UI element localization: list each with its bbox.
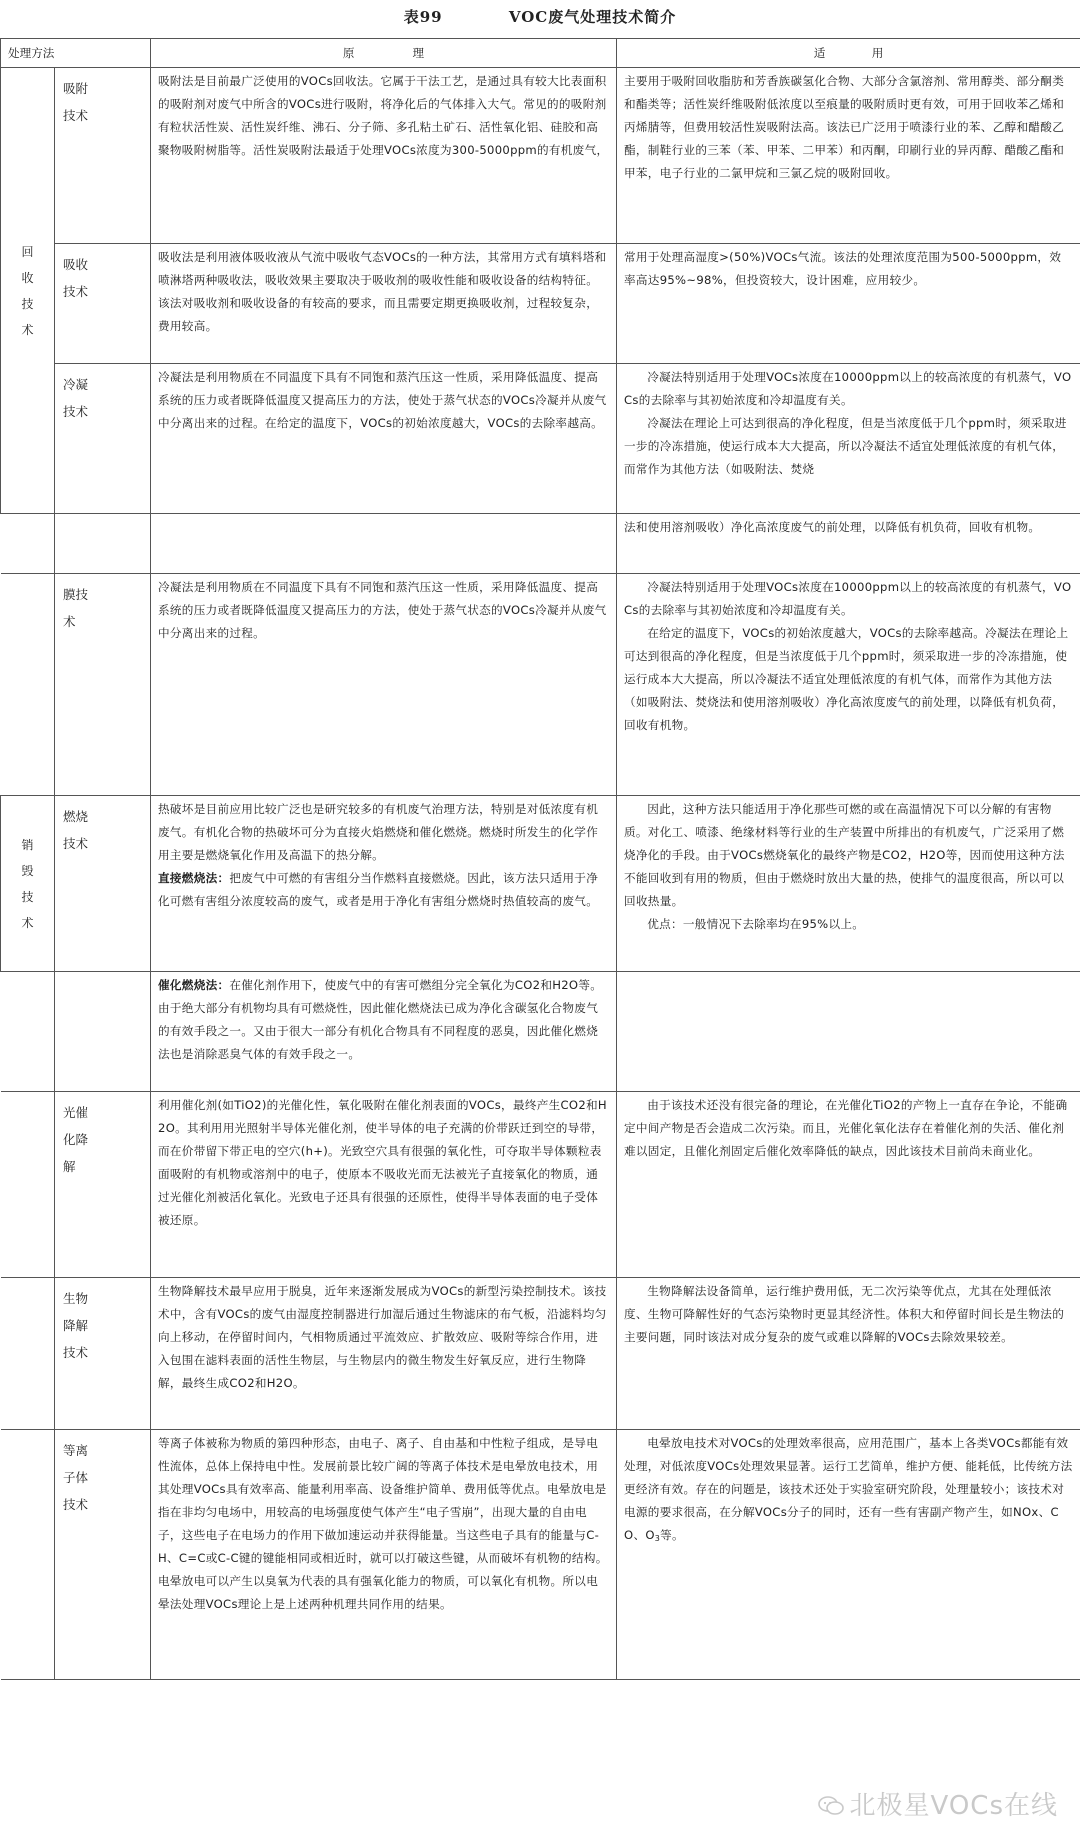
tech-absorption: 吸收技术	[55, 244, 151, 364]
table-row	[1, 244, 1080, 364]
table-row	[1, 796, 1080, 972]
table-row	[1, 1092, 1080, 1278]
table-title-text: VOC废气处理技术简介	[508, 8, 677, 26]
principle-membrane: 冷凝法是利用物质在不同温度下具有不同饱和蒸汽压这一性质，采用降低温度、提高系统的压力或者既降低温度又提高压力的方法，使处于蒸气状态的VOCs冷凝并从废气中分离出来的过程。	[151, 574, 617, 796]
header-method: 处理方法	[1, 39, 151, 68]
principle-absorption: 吸收法是利用液体吸收液从气流中吸收气态VOCs的一种方法，其常用方式有填料塔和喷淋塔两种吸收法，吸收效果主要取决于吸收剂的吸收性能和吸收设备的结构特征。该法对吸收剂和吸收设备的有较高的要求，而且需要定期更换吸收剂，过程较复杂，费用较高。	[151, 244, 617, 364]
application-membrane: 冷凝法特别适用于处理VOCs浓度在10000ppm以上的较高浓度的有机蒸气，VOCs的去除率与其初始浓度和冷却温度有关。 在给定的温度下，VOCs的初始浓度越大，VOCs的去除率越高。冷凝法在理论上可达到很高的净化程度，但是当浓度低于几个ppm时，须采取进一步的冷冻措施，使运行成本大大提高，所以冷凝法不适宜处理低浓度的有机气体，而常作为其他方法（如吸附法、焚烧法和使用溶剂吸收）净化高浓度废气的前处理，以降低有机负荷，回收有机物。	[617, 574, 1080, 796]
application-photocatalysis: 由于该技术还没有很完备的理论，在光催化TiO2的产物上一直存在争论，不能确定中间产物是否会造成二次污染。而且，光催化氧化法存在着催化剂的失活、催化剂难以固定，且催化剂固定后催化效率降低的缺点，因此该技术目前尚未商业化。	[617, 1092, 1080, 1278]
watermark-text: 北极星VOCs在线	[849, 1791, 1058, 1821]
table-row	[1, 514, 1080, 574]
application-plasma: 电晕放电技术对VOCs的处理效率很高，应用范围广，基本上各类VOCs都能有效处理，对低浓度VOCs处理效果显著。运行工艺简单，维护方便、能耗低，比传统方法更经济有效。存在的问题是，该技术还处于实验室研究阶段，处理量较小；该技术对电源的要求很高，在分解VOCs分子的同时，还有一些有害副产物产生，如NOx、CO、$O_3$等。	[617, 1430, 1080, 1680]
tech-condensation: 冷凝技术	[55, 364, 151, 514]
table-number: 表99	[403, 8, 443, 26]
category-recovery: 回收技术	[1, 68, 55, 514]
direct-combustion-label: 直接燃烧法：	[158, 871, 230, 885]
application-biodegradation: 生物降解法设备简单，运行维护费用低，无二次污染等优点，尤其在处理低浓度、生物可降解性好的气态污染物时更显其经济性。体积大和停留时间长是生物法的主要问题，同时该法对成分复杂的废气或难以降解的VOCs去除效果较差。	[617, 1278, 1080, 1430]
voc-treatment-table	[0, 38, 1080, 1680]
principle-photocatalysis: 利用催化剂(如TiO2)的光催化性，氧化吸附在催化剂表面的VOCs，最终产生CO2和H2O。其利用用光照射半导体光催化剂，使半导体的电子充满的价带跃迁到空的导带，而在价带留下带正电的空穴(h+)。光致空穴具有很强的氧化性，可夺取半导体颗粒表面吸附的有机物或溶剂中的电子，使原本不吸收光而无法被光子直接氧化的物质，通过光催化剂被活化氧化。光致电子还具有很强的还原性，使得半导体表面的电子受体被还原。	[151, 1092, 617, 1278]
table-row	[1, 1278, 1080, 1430]
tech-combustion: 燃烧技术	[55, 796, 151, 972]
table-row	[1, 574, 1080, 796]
table-row	[1, 364, 1080, 514]
tech-photocatalysis: 光催化降解	[55, 1092, 151, 1278]
application-combustion: 因此，这种方法只能适用于净化那些可燃的或在高温情况下可以分解的有害物质。对化工、喷漆、绝缘材料等行业的生产装置中所排出的有机废气，广泛采用了燃烧净化的手段。由于VOCs燃烧氧化的最终产物是CO2，H2O等，因而使用这种方法不能回收到有用的物质，但由于燃烧时放出大量的热，使排气的温度很高，所以可以回收热量。 优点：一般情况下去除率均在95%以上。	[617, 796, 1080, 972]
principle-condensation: 冷凝法是利用物质在不同温度下具有不同饱和蒸汽压这一性质，采用降低温度、提高系统的压力或者既降低温度又提高压力的方法，使处于蒸气状态的VOCs冷凝并从废气中分离出来的过程。在给定的温度下，VOCs的初始浓度越大，VOCs的去除率越高。	[151, 364, 617, 514]
principle-combustion: 热破坏是目前应用比较广泛也是研究较多的有机废气治理方法，特别是对低浓度有机废气。有机化合物的热破坏可分为直接火焰燃烧和催化燃烧。燃烧时所发生的化学作用主要是燃烧氧化作用及高温下的热分解。 直接燃烧法：把废气中可燃的有害组分当作燃料直接燃烧。因此，该方法只适用于净化可燃有害组分浓度较高的废气，或者是用于净化有害组分燃烧时热值较高的废气。	[151, 796, 617, 972]
tech-membrane: 膜技术	[55, 574, 151, 796]
header-principle: 原 理	[151, 39, 617, 68]
table-row	[1, 1430, 1080, 1680]
principle-plasma: 等离子体被称为物质的第四种形态，由电子、离子、自由基和中性粒子组成，是导电性流体，总体上保持电中性。发展前景比较广阔的等离子体技术是电晕放电技术，用其处理VOCs具有效率高、能量利用率高、设备维护简单、费用低等优点。电晕放电是指在非均匀电场中，用较高的电场强度使气体产生“电子雪崩”，出现大量的自由电子，这些电子在电场力的作用下做加速运动并获得能量。当这些电子具有的能量与C-H、C=C或C-C键的键能相同或相近时，就可以打破这些键，从而破坏有机物的结构。电晕放电可以产生以臭氧为代表的具有强氧化能力的物质，可以氧化有机物。所以电晕法处理VOCs理论上是上述两种机理共同作用的结果。	[151, 1430, 617, 1680]
application-adsorption: 主要用于吸附回收脂肪和芳香族碳氢化合物、大部分含氯溶剂、常用醇类、部分酮类和酯类等；活性炭纤维吸附低浓度以至痕量的吸附质时更有效，可用于回收苯乙烯和丙烯腈等，但费用较活性炭吸附法高。该法已广泛用于喷漆行业的苯、乙醇和醋酸乙酯，制鞋行业的三苯（苯、甲苯、二甲苯）和丙酮，印刷行业的异丙醇、醋酸乙酯和甲苯，电子行业的二氯甲烷和三氯乙烷的吸附回收。	[617, 68, 1080, 244]
watermark	[818, 1785, 1059, 1822]
application-condensation: 冷凝法特别适用于处理VOCs浓度在10000ppm以上的较高浓度的有机蒸气，VOCs的去除率与其初始浓度和冷却温度有关。 冷凝法在理论上可达到很高的净化程度，但是当浓度低于几个ppm时，须采取进一步的冷冻措施，使运行成本大大提高，所以冷凝法不适宜处理低浓度的有机气体，而常作为其他方法（如吸附法、焚烧	[617, 364, 1080, 514]
category-destruction: 销毁技术	[1, 796, 55, 972]
principle-biodegradation: 生物降解技术最早应用于脱臭，近年来逐渐发展成为VOCs的新型污染控制技术。该技术中，含有VOCs的废气由湿度控制器进行加湿后通过生物滤床的布气板，沿滤料均匀向上移动，在停留时间内，气相物质通过平流效应、扩散效应、吸附等综合作用，进入包围在滤料表面的活性生物层，与生物层内的微生物发生好氧反应，进行生物降解，最终生成CO2和H2O。	[151, 1278, 617, 1430]
application-condensation-continued: 法和使用溶剂吸收）净化高浓度废气的前处理，以降低有机负荷，回收有机物。	[617, 514, 1080, 574]
catalytic-combustion-label: 催化燃烧法：	[158, 978, 230, 992]
tech-adsorption: 吸附技术	[55, 68, 151, 244]
header-application: 适 用	[617, 39, 1080, 68]
wechat-icon	[818, 1796, 844, 1816]
header-row	[1, 39, 1080, 68]
tech-plasma: 等离子体技术	[55, 1430, 151, 1680]
tech-biodegradation: 生物降解技术	[55, 1278, 151, 1430]
application-absorption: 常用于处理高湿度>(50%)VOCs气流。该法的处理浓度范围为500-5000ppm，效率高达95%~98%，但投资较大，设计困难，应用较少。	[617, 244, 1080, 364]
principle-catalytic-combustion: 催化燃烧法：在催化剂作用下，使废气中的有害可燃组分完全氧化为CO2和H2O等。由于绝大部分有机物均具有可燃烧性，因此催化燃烧法已成为净化含碳氢化合物废气的有效手段之一。又由于很大一部分有机化合物具有不同程度的恶臭，因此催化燃烧法也是消除恶臭气体的有效手段之一。	[151, 972, 617, 1092]
table-row	[1, 68, 1080, 244]
principle-adsorption: 吸附法是目前最广泛使用的VOCs回收法。它属于干法工艺，是通过具有较大比表面积的吸附剂对废气中所含的VOCs进行吸附，将净化后的气体排入大气。常见的的吸附剂有粒状活性炭、活性炭纤维、沸石、分子筛、多孔粘土矿石、活性氧化铝、硅胶和高聚物吸附树脂等。活性炭吸附法最适于处理VOCs浓度为300-5000ppm的有机废气，	[151, 68, 617, 244]
table-row	[1, 972, 1080, 1092]
table-title	[0, 6, 1080, 27]
